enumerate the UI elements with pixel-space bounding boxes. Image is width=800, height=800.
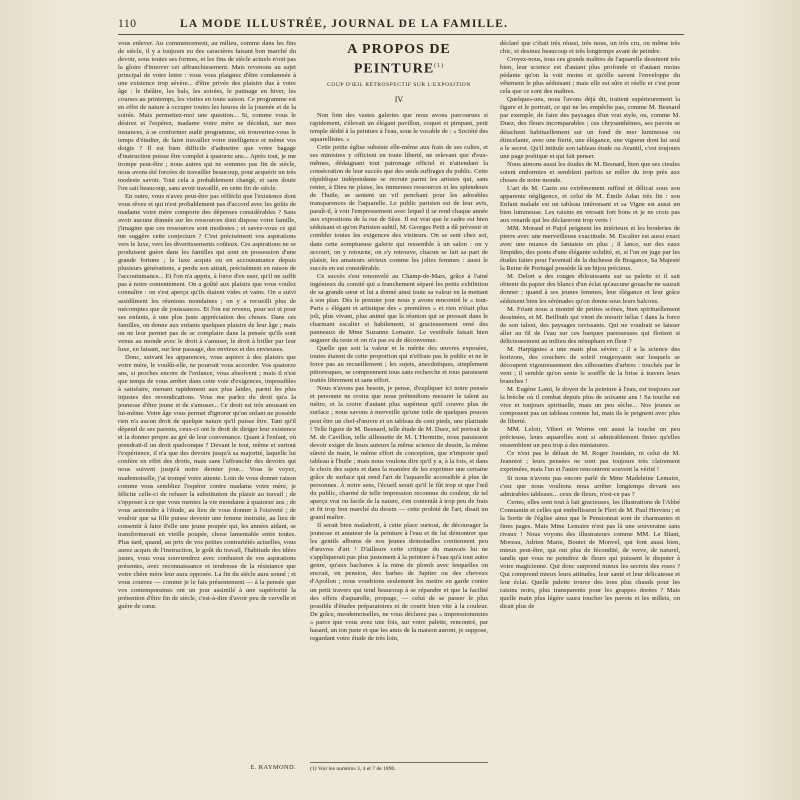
paragraph: MM. Leloir, Vibert et Worms ont aussi la touche un peu précieuse, leurs aquarelles sont si admirablement finies qu'elles ressemblent un peu trop à des miniatures. xyxy=(500,426,680,450)
paragraph: MM. Morand et Pujol peignent les intérieurs et les broderies de pierre avec une merveilleuse exactitude. M. Escalier est aussi exact avec une nuance de fantaisie en plus ; il lance, sur des eaux limpides, des ponts d'une élégante solidité, et, si l'on en juge par les études faites pour l'aventail de la duchesse de Bragance, Sa Majesté la Reine de Portugal possède là un bijou précieux. xyxy=(500,225,680,273)
paragraph: Quelques-uns, nous l'avons déjà dit, traitent supérieurement la figure et le portrait, ce qui ne les empêche pas, comme M. Besnard par exemple, de faire des paysages d'un vrai style, ou, comme M. Duez, des fleurs incomparables ; ces chrysanthèmes, ses pavots se détachent habituellement sur un fond de mer lumineuse ou étincelante, avec une fierté, une élégance, une vigueur dont lui seul a le secret. Qu'il intitule son tableau étude ou Avantil, c'est toujours une page poétique et qui fait penser. xyxy=(500,96,680,160)
paragraph: Il serait bien maladroit, à cette place surtout, de décourager la jeunesse et amateur de la peinture à l'eau et de lui démontrer que les gentils albums de nos jeunes demoiselles contiennent peu d'œuvres d'art ! D'ailleurs cette critique du mauvais lui ne s'appliquerait pas plus justement à la peinture à l'eau qu'à tout autre genre, qu'aux hachures à la mine de plomb avec lesquelles on encrait, en pension, des barbes de Jupiter ou des cheveux d'Apollon ; nous voudrions seulement les mettre en garde contre un petit travers qui tend beaucoup à se répandre et que la facilité des effets d'aquarelle, propage, — celui de se passer le plus possible d'études préparatoires et de courir bien vite à la couleur. De grâce, mesdemoiselles, ne vous déclarez pas « impressionnistes » parce que vous avez une fois, sur votre palette, rencontré, par hasard, un ton juste et que les amis de la maison auront, je suppose, regardant votre étude de très loin, xyxy=(310,522,488,642)
column-left xyxy=(118,40,296,780)
paragraph: L'art de M. Cazin est extrêmement raffiné et délicat sous son apparente négligence, et celui de M. Émile Adan très fin : son Enfant malade est un tableau intéressant et sa Vigne est aussi un bien lumineuse. Les raisins en versant fort bons et je ne crois pas aux renards qui les déclareront trop verts ! xyxy=(500,184,680,225)
page-header xyxy=(118,18,678,34)
paragraph: vous enlever. Au commencement, au milieu, comme dans les fins de siècle, il y a toujours eu des caractères faisant bon marché du devoir, sous toutes ses formes, et les fins de siècle actuels n'ont pas la gloire d'innover cet affranchissement. Mais revenons au sujet principal de votre lettre : vous vous plaignez d'être condamnée à une existence trop sévère... d'être privée des plaisirs dus à votre âge : le théâtre, les bals, les soirées, le patinage en hiver, les courses au printemps, les visites en toute saison. Ce programme est en effet de nature à occuper toutes les heures de la journée et de la soirée. Mais permettez-moi une question... Si, comme vous le désirez et l'espérez, madame votre mère se décidait, sur mes instances, à se conformer audit programme, où trouveriez-vous le temps d'étudier, de faire travailler votre intelligence et même vos doigts ? Il est bien difficile d'admettre que votre bagage d'instruction puisse être complet à quatorze ans... Après tout, je me trompe peut-être ; nous autres qui ne sommes pas fin de siècle, nous avons été forcées de travailler beaucoup, pour acquérir un très modeste savoir. Tout cela a probablement changé, et sans doute l'on sait beaucoup, sans avoir travaillé, en cette fin de siècle. xyxy=(118,40,296,192)
paragraph: Quelle que soit la valeur et le mérite des œuvres exposées, toutes étaient de cette proportion qui n'effraie pas le public et ne le force pas au recueillement ; les sujets, anecdotiques, simplement pittoresques, se comprennent tous sans recherche et tous paraissent traités librement et sans effort. xyxy=(310,345,488,385)
article-body xyxy=(310,112,488,762)
paragraph: M. Eugène Lami, le doyen de la peinture à l'eau, est toujours sur la brèche où il combat depuis plus de soixante ans ! Sa touche est vive et toujours spirituelle, mais un peu sèche... Nos jeunes se composent pas un tableau comme lui, mais ils le peignent avec plus de liberté. xyxy=(500,386,680,426)
paragraph: Non loin des vastes galeries que nous avons parcourues si rapidement, s'élevait un élégant pavillon, coquet et pimpant, petit temple dédié à la peinture à l'eau, sous le vocable de : « Société des aquarellistes. » xyxy=(310,111,488,143)
paragraph: M. Harpignies a une main plus sévère ; il a la science des horizons, des couchers de soleil rougeoyants sur lesquels se découpent vigoureusement des silhouettes d'arbres : touchés par le vent ; il semble qu'on sente le souffle de la brise à travers leurs branches ! xyxy=(500,345,680,385)
paragraph: En outre, vous n'avez peut-être pas réfléchi que l'existence dont vous rêvez et qui n'est probablement pas d'accord avec les goûts de madame votre mère comporte des dépenses considérables ? Sans avoir aucune donnée sur les ressources dont dispose votre famille, j'imagine que ces ressources sont modestes ; et savez-vous ce qui me suggère cette conjecture ? C'est précisément vos aspirations vers le luxe, vers les divertissements coûteux. Ces aspirations ne se produisent guère dans les familles qui sont en possession d'une grande fortune ; le luxe acquis ou en accoutumance depuis plusieurs générations, a perdu son attrait, précisément en raison de l'accoutumance... Et l'on n'a appris, à force d'en user, qu'il ne suffit pas à notre contentement. On a goûté aux plaisirs que vous voulez connaître : on s'est aperçu qu'ils étaient vides et vains. On a suivi assidûment les réunions mondaines ; on y a recueilli plus de mécomptes que de jouissances. Et l'on est revenu, pour soi et pour ses enfants, à une plus juste appréciation des choses. Dans ces familles, on donne aux enfants quelques plaisirs de leur âge ; mais on ne leur permet pas de se complaire dans la pensée qu'ils sont venus au monde avec le droit à s'amuser, le droit à briller par leur luxe, en faisant, sur leur passage, des envieux et des envieuses. xyxy=(118,192,296,353)
paragraph: Nous n'avons pas besoin, je pense, d'expliquer ici notre pensée et personne ne croira que nous prétendions mesurer le talent au mètre, et la croire d'autant plus supérieur qu'il couvre plus de surface ; nous savons à merveille qu'une toile de quelques pouces peut être un chef-d'œuvre et un tableau de cent pieds, une platitude ! Telle figure de M. Besnard, telle étude de M. Duez, tel portrait de M. de Cavillon, telle silhouette de M. L'Hermitte, nous paraissent devoir exiger de leurs auteurs la même science de dessin, la même sûreté de main, le même effort de conception, que n'importe quel tableau à l'huile ; mais nous voulons dire qu'il y a, à la fois, et dans le choix des sujets et dans la manière de les exprimer une certaine grâce de surface qui rend l'art de l'aquarelle accessible à plus de personnes. À notre sens, l'écueil serait qu'il le fût trop et que l'œil du public, charmé de telle impression reconnue du couleur, de tel aperçu vrai ou facile de la nature, s'en contentât à trop peu de frais et fit trop bon marché du dessin — cette probité de l'art, disait un grand maître. xyxy=(310,385,488,522)
section-number: IV xyxy=(394,94,404,104)
paragraph: Ce succès s'est renouvelé au Champ-de-Mars, grâce à l'ainé ingénieux du comité qui a franchement séparé les petits exhibition de sa grande sœur et lui a donné ainsi toute sa valeur en la mettant à son plan. Dès le premier jour nous y avons rencontré le « tout-Paris » élégant et artistique des « premières » et rien n'était plus joli, plus vivant, plus animé que la réunion qui se pressait dans le charmant escalier si habilement, si gracieusement orné des panneaux de Mme Suzanne Lemaire. Le vestibule faisait bien augurer du reste et on n'a pas eu de déconvenue. xyxy=(310,272,488,345)
paragraph: Nous aimons aussi les études de M. Besnard, bien que ses cieules soient endormies et semblent parfois se mêler du trop près aux choses de notre monde. xyxy=(500,160,680,184)
signature: E. RAYMOND. xyxy=(250,764,296,771)
paragraph: M. Friant nous a montré de petites scènes, bien spirituellement dessinées, et M. Beilbuth qui vient de mourir hélas ! dans la force de son talent, des paysages ravissants. Qui ne voudrait se laisser aller au fil de l'eau sur ces barques paresseuses qui flottent si délicieusement au milieu des nénuphars en fleur ? xyxy=(500,305,680,345)
paragraph: Certes, elles sont tout à fait gracieuses, les illustrations de l'Abbé Constantin et celles qui embellissent le Fleri de M. Paul Hervieu ; et la Sortie de l'église ainsi que le Pensionnat sont de charmantes et fines pages. Mais Mme Lemaire n'est pas là une souveraine sans rivaux ! Nous voyons des illustrateurs comme MM. Le Blant, Moreau, Adrien Marie, Boutet de Monvel, qui font aussi bien, mieux peut-être, qui ont plus de fécondité, de verve, de naturel, tandis que vous ne peindrez de fleurs qui puissent le disputer à votre magicienne. Qui donc surprend mieux les secrets des roses ? Qui comprend mieux leurs attitudes, leur santé et leur délicatesse et leur éclat. Quelle palette trouve des tons plus chauds pour les raisins noirs, plus transparents pour les grappes dorées ? Mais quelle main plus légère saura toucher les pavots et les œillets, on dirait plus de xyxy=(500,498,680,611)
paragraph: M. Delort a des rouges éblouissants sur sa palette et il sait obtenir du papier des blancs d'un éclat qu'aucune gouache ne saurait donner ; quand à ses jeunes femmes, leur élégance et leur grâce séduisent bien les sérénades qu'on donne sous leurs balcons. xyxy=(500,273,680,305)
running-title: LA MODE ILLUSTRÉE, JOURNAL DE LA FAMILLE. xyxy=(180,18,509,30)
article-title xyxy=(310,42,488,78)
paragraph: Croyez-nous, tous ces grands maîtres de l'aquarelle dessinent très bien, leur science est d'autant plus profonde et d'autant moins pédante qu'on la voit moins et qu'elle savent l'enveloppe du vêtement le plus séduisant ; mais elle est sûre et réelle et c'est pour cela que ce sont des maîtres. xyxy=(500,56,680,96)
article-subtitle: COUP D'ŒIL RÉTROSPECTIF SUR L'EXPOSITION xyxy=(327,81,471,88)
paragraph: Si nous n'avons pas encore parlé de Mme Madeleine Lemaire, c'est que nous voulions nous arrêter longtemps devant ses admirables tableaux... ceux de fleurs, n'est-ce pas ? xyxy=(500,474,680,498)
article-continuation xyxy=(500,40,680,778)
column-right xyxy=(500,40,680,780)
paragraph: Cette petite église subsiste elle-même aux frais de ses cultes, et ses ministres y officient en toute liberté, ne relevant que d'eux-mêmes, dédaignant tout patronage officiel et n'attendant la consécration de leur succès que des seuls suffrages du public. Cette république indépendante se recrute parmi les artistes qui, sans renier, à Dieu ne plaise, les immenses ressources et les splendeurs de l'huile, se sentent un vif penchant pour les adorables transparences de l'aquarelle. Le public parisien est de leur avis, paraît-il, à voir l'empressement avec lequel il se rend chaque année aux expositions de la rue de Sèze. Il est vrai que le cadre est bien séduisant et qu'on Parisien subtil, M. Georges Petit a dû prévenir et combler toutes les exigences des visiteurs. On se sent chez soi, dans cette somptueuse galerie qui ressemble à un salon : on y accourt, on y retourne, on s'y retrouve, chacun se fait sa part de plaisir, les amateurs sérieux comme les jolies femmes : aussi le succès en est considérable. xyxy=(310,143,488,272)
header-rule xyxy=(118,34,684,35)
column-middle xyxy=(310,40,488,780)
footnote-marker: (1) xyxy=(434,63,445,69)
article-title-text: A PROPOS DE PEINTURE xyxy=(347,42,451,77)
footnote: (1) Voir les numéros 3, 4 et 7 de 1890. xyxy=(310,762,488,772)
paragraph: Donc, suivant les apparences, vous aspirez à des plaisirs que votre mère, le voulût-elle, ne pourrait vous accorder. Vos quatorze ans, si proches encore de l'enfance, vous absolvent ; mais il n'est que temps de vous arrêter dans cette voie d'exigences, impossibles à satisfaire, menant rapidement aux plus laides, parmi les plus injustes des revendications. Vous me parlez du droit qu'a la jeunesse d'être jeune et de s'amuser... Ce droit est très amusant en lui-même. Votre âge vous permet d'ignorer qu'un enfant ne possède rien n'a aucun droit de quelque nature qu'il puisse être. Tant qu'il dépend de ses parents, ceux-ci ont le droit de diriger leur existence et la donner propre au gré de leur convenance. Quant à l'enfant, où prendrait-il un droit quelconque ? Devant le tout, même et surtout l'expérience, il n'a que des devoirs jusqu'à sa majorité, laquelle lui confère en effet des droits, mais sans l'affranchir des devoirs qui nous suivent jusqu'à notre dernier jour... Vous le voyez, mademoiselle, j'ai trompé votre attente. Loin de vous donner raison comme vous sembliez l'espérer contre madame votre mère, je félicite celle-ci de refuser la substitution du plaisir au travail ; de s'opposer à ce que vous meniez la vie mondaine à quatorze ans ; de vous astreindre à l'étude, au lieu de vous donner à l'oisiveté ; de vouloir que sa fille puisse devenir une femme instruite, au lieu de consentir à faire d'elle une jeune poupée qui, les années aidant, se transformerait en vieille poupée, chose lamentable entre toutes. Plus tard, quand, au prix de vos petites contrariétés actuelles, vous aurez acquis de l'instruction, le goût du travail, l'habitude des idées justes, vous vous souviendrez avec confusion de vos aspirations présentes, avec reconnaissance et tendresse de la résistance que votre chère mère leur aura opposée. La fin du siècle aura sonné ; et vous courrez — comme je le fais présentement — à la pensée que vos contemporaines ont un jour assimilé à une supériorité la prétention d'être fin de siècle, c'est-à-dire d'avoir peu de cervelle et guère de cœur. xyxy=(118,353,296,611)
page-number: 110 xyxy=(118,18,137,30)
paragraph: Ce n'est pas le défaut de M. Roger Jourdain, ni celui de M. Jeanniot ; leurs pensées ne sont pas toujours très clairement exprimées, mais l'un et l'autre rencontrent souvent la vérité ! xyxy=(500,450,680,474)
letter-body xyxy=(118,40,296,762)
paragraph: déclaré que c'était très réussi, très nous, un très cru, ou même très chic, et desinez beaucoup et très longtemps avant de peindre. xyxy=(500,40,680,56)
